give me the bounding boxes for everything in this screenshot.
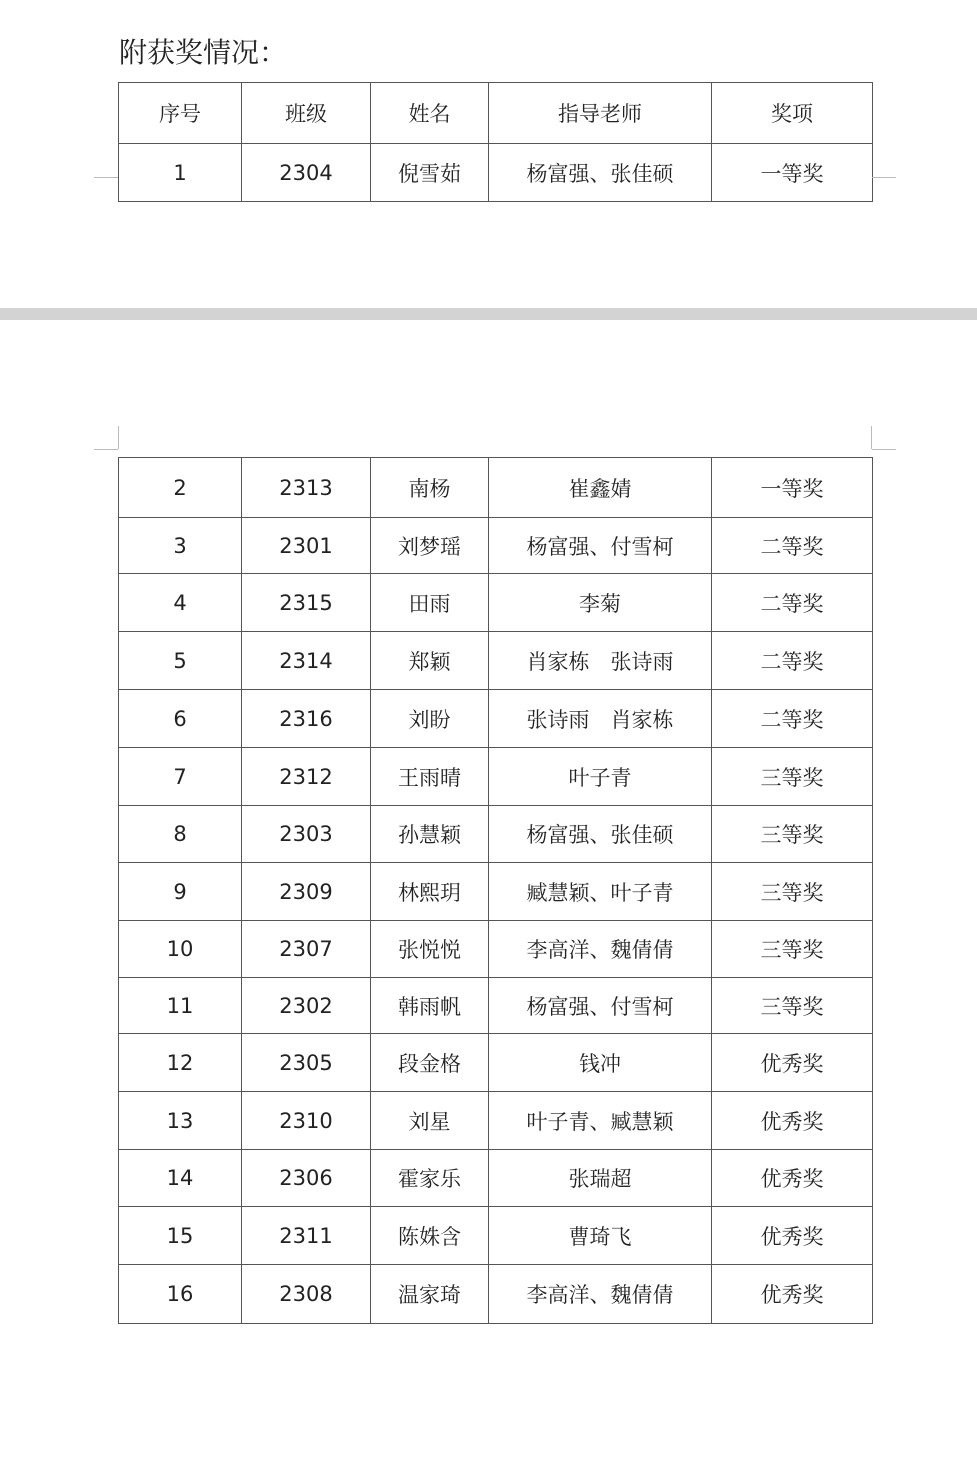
table-row: [119, 1265, 873, 1324]
cell-class: 2310: [242, 1092, 371, 1150]
cell-index: 6: [119, 690, 242, 748]
cell-class: 2304: [242, 144, 371, 202]
table-row: [119, 1150, 873, 1207]
margin-mark: [872, 177, 896, 178]
cell-name: 张悦悦: [371, 921, 489, 978]
cell-index: 10: [119, 921, 242, 978]
table-header-row: [119, 83, 873, 144]
cell-class: 2302: [242, 978, 371, 1034]
table-row: [119, 144, 873, 202]
cell-index: 11: [119, 978, 242, 1034]
cell-name: 霍家乐: [371, 1150, 489, 1207]
cell-index: 2: [119, 458, 242, 518]
cell-advisor: 钱冲: [489, 1034, 712, 1092]
cell-award: 三等奖: [712, 921, 873, 978]
cell-class: 2307: [242, 921, 371, 978]
cell-advisor: 肖家栋 张诗雨: [489, 632, 712, 690]
cell-advisor: 叶子青: [489, 748, 712, 806]
cell-class: 2305: [242, 1034, 371, 1092]
cell-award: 三等奖: [712, 806, 873, 863]
cell-advisor: 臧慧颖、叶子青: [489, 863, 712, 921]
cell-name: 田雨: [371, 574, 489, 632]
cell-index: 7: [119, 748, 242, 806]
table-row: [119, 921, 873, 978]
cell-advisor: 张瑞超: [489, 1150, 712, 1207]
cell-advisor: 李高洋、魏倩倩: [489, 921, 712, 978]
cell-class: 2311: [242, 1207, 371, 1265]
cell-index: 8: [119, 806, 242, 863]
cell-award: 优秀奖: [712, 1034, 873, 1092]
header-index: 序号: [119, 83, 242, 144]
cell-advisor: 李菊: [489, 574, 712, 632]
cell-index: 12: [119, 1034, 242, 1092]
cell-class: 2312: [242, 748, 371, 806]
cell-class: 2315: [242, 574, 371, 632]
margin-mark: [94, 177, 118, 178]
cell-class: 2316: [242, 690, 371, 748]
cell-name: 王雨晴: [371, 748, 489, 806]
header-class: 班级: [242, 83, 371, 144]
cell-index: 1: [119, 144, 242, 202]
table-row: [119, 1207, 873, 1265]
cell-advisor: 杨富强、张佳硕: [489, 806, 712, 863]
cell-index: 15: [119, 1207, 242, 1265]
cell-advisor: 李高洋、魏倩倩: [489, 1265, 712, 1324]
cell-class: 2314: [242, 632, 371, 690]
cell-award: 优秀奖: [712, 1265, 873, 1324]
cell-award: 二等奖: [712, 632, 873, 690]
page-title: 附获奖情况：: [119, 36, 288, 69]
cell-index: 9: [119, 863, 242, 921]
cell-name: 温家琦: [371, 1265, 489, 1324]
cell-award: 二等奖: [712, 690, 873, 748]
margin-mark: [872, 449, 896, 450]
table-row: [119, 690, 873, 748]
cell-award: 一等奖: [712, 458, 873, 518]
cell-advisor: 叶子青、臧慧颖: [489, 1092, 712, 1150]
cell-award: 一等奖: [712, 144, 873, 202]
cell-award: 优秀奖: [712, 1207, 873, 1265]
cell-name: 刘星: [371, 1092, 489, 1150]
margin-mark: [871, 426, 872, 449]
table-row: [119, 978, 873, 1034]
table-row: [119, 1034, 873, 1092]
cell-award: 三等奖: [712, 748, 873, 806]
awards-table-page1: [118, 82, 873, 202]
margin-mark: [118, 426, 119, 449]
page-separator: [0, 308, 977, 320]
cell-class: 2306: [242, 1150, 371, 1207]
cell-index: 14: [119, 1150, 242, 1207]
cell-advisor: 杨富强、张佳硕: [489, 144, 712, 202]
cell-name: 段金格: [371, 1034, 489, 1092]
cell-class: 2309: [242, 863, 371, 921]
cell-advisor: 杨富强、付雪柯: [489, 518, 712, 574]
cell-index: 3: [119, 518, 242, 574]
table-row: [119, 1092, 873, 1150]
cell-name: 刘梦瑶: [371, 518, 489, 574]
cell-class: 2313: [242, 458, 371, 518]
cell-index: 4: [119, 574, 242, 632]
cell-name: 韩雨帆: [371, 978, 489, 1034]
table-row: [119, 632, 873, 690]
table-row: [119, 458, 873, 518]
awards-table-page2: [118, 457, 873, 1324]
header-advisor: 指导老师: [489, 83, 712, 144]
cell-advisor: 崔鑫婧: [489, 458, 712, 518]
table-row: [119, 806, 873, 863]
cell-advisor: 张诗雨 肖家栋: [489, 690, 712, 748]
table-row: [119, 863, 873, 921]
cell-award: 三等奖: [712, 863, 873, 921]
cell-index: 16: [119, 1265, 242, 1324]
cell-index: 5: [119, 632, 242, 690]
table-row: [119, 748, 873, 806]
cell-class: 2308: [242, 1265, 371, 1324]
cell-award: 优秀奖: [712, 1092, 873, 1150]
cell-advisor: 曹琦飞: [489, 1207, 712, 1265]
header-name: 姓名: [371, 83, 489, 144]
margin-mark: [94, 449, 118, 450]
cell-award: 二等奖: [712, 574, 873, 632]
cell-name: 林熙玥: [371, 863, 489, 921]
cell-name: 倪雪茹: [371, 144, 489, 202]
cell-name: 南杨: [371, 458, 489, 518]
cell-index: 13: [119, 1092, 242, 1150]
cell-advisor: 杨富强、付雪柯: [489, 978, 712, 1034]
cell-award: 三等奖: [712, 978, 873, 1034]
table-row: [119, 518, 873, 574]
cell-class: 2301: [242, 518, 371, 574]
cell-award: 二等奖: [712, 518, 873, 574]
cell-name: 郑颖: [371, 632, 489, 690]
cell-name: 孙慧颖: [371, 806, 489, 863]
cell-award: 优秀奖: [712, 1150, 873, 1207]
cell-name: 陈姝含: [371, 1207, 489, 1265]
cell-name: 刘盼: [371, 690, 489, 748]
table-row: [119, 574, 873, 632]
cell-class: 2303: [242, 806, 371, 863]
header-award: 奖项: [712, 83, 873, 144]
